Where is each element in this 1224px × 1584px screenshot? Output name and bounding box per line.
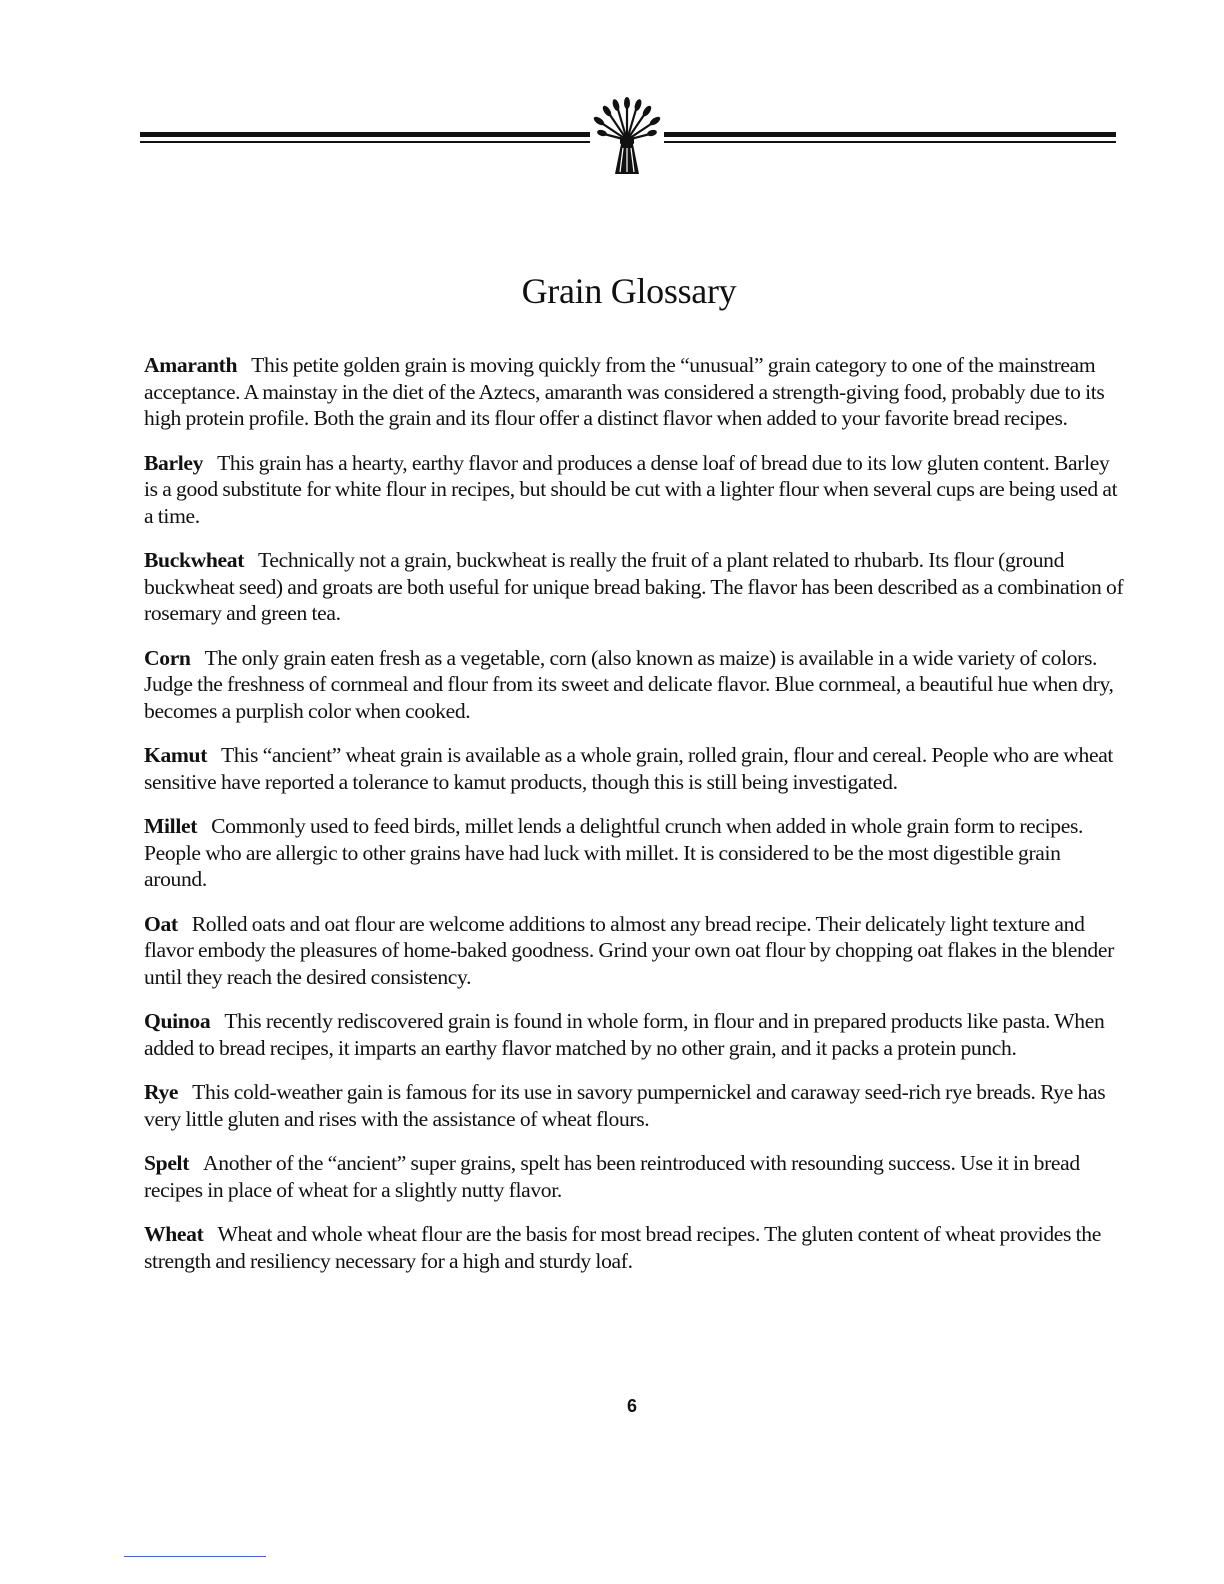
glossary-list [144,352,1124,1292]
glossary-definition: This “ancient” wheat grain is available as a whole grain, rolled grain, flour and cereal. People who are wheat sensitive have reported a tolerance to kamut products, though this is still being investigated. [144,743,1114,794]
rule-right-thin [664,141,1116,143]
glossary-term: Millet [144,814,198,838]
glossary-definition: This petite golden grain is moving quickly from the “unusual” grain category to one of the mainstream acceptance. A mainstay in the diet of the Aztecs, amaranth was considered a strength-giving food, probably due to its high protein profile. Both the grain and its flour offer a distinct flavor when added to your favorite bread recipes. [144,353,1105,430]
glossary-definition: Technically not a grain, buckwheat is really the fruit of a plant related to rhubarb. Its flour (ground buckwheat seed) and groats are both useful for unique bread baking. The flavor has been described as a combination of rosemary and green tea. [144,548,1124,625]
glossary-term: Quinoa [144,1009,211,1033]
glossary-entry-buckwheat [144,547,1124,627]
glossary-definition: This recently rediscovered grain is found in whole form, in flour and in prepared products like pasta. When added to bread recipes, it imparts an earthy flavor matched by no other grain, and it packs a protein punch. [144,1009,1105,1060]
glossary-definition: Rolled oats and oat flour are welcome additions to almost any bread recipe. Their delicately light texture and flavor embody the pleasures of home-baked goodness. Grind your own oat flour by chopping oat flakes in the blender until they reach the desired consistency. [144,911,1114,989]
rule-left-thick [140,132,590,137]
glossary-entry-kamut [144,742,1124,795]
glossary-entry-wheat [144,1221,1124,1274]
glossary-definition: Commonly used to feed birds, millet lends a delightful crunch when added in whole grain form to recipes. People who are allergic to other grains have had luck with millet. It is considered to be the most digestible grain around. [144,814,1084,891]
glossary-definition: The only grain eaten fresh as a vegetable, corn (also known as maize) is available in a wide variety of colors. Judge the freshness of cornmeal and flour from its sweet and delicate flavor. Blue cornmeal, a beautiful hue when dry, becomes a purplish color when cooked. [144,645,1114,723]
glossary-term: Kamut [144,743,208,767]
page-number: 6 [626,1396,637,1416]
glossary-term: Spelt [144,1151,190,1175]
glossary-entry-quinoa [144,1008,1124,1061]
glossary-entry-amaranth [144,352,1124,432]
glossary-term: Rye [144,1080,179,1104]
header-rule [140,130,1116,160]
page-title: Grain Glossary [521,271,737,311]
glossary-term: Corn [144,645,191,670]
glossary-entry-oat [144,911,1124,991]
glossary-term: Barley [144,450,204,475]
glossary-entry-millet [144,813,1124,893]
glossary-definition: This cold-weather gain is famous for its use in savory pumpernickel and caraway seed-rich rye breads. Rye has very little gluten and rises with the assistance of wheat flours. [144,1080,1106,1131]
glossary-entry-corn [144,645,1124,725]
rule-right-thick [664,132,1116,137]
rule-left-thin [140,141,590,143]
glossary-definition: This grain has a hearty, earthy flavor and produces a dense loaf of bread due to its low gluten content. Barley is a good substitute for white flour in recipes, but should be cut with a lighter flour when several cups are being used at a time. [144,450,1118,528]
footer-divider [124,1556,266,1557]
glossary-definition: Wheat and whole wheat flour are the basis for most bread recipes. The gluten content of wheat provides the strength and resiliency necessary for a high and sturdy loaf. [144,1222,1101,1273]
wheat-sheaf-icon [590,96,664,176]
glossary-entry-rye [144,1079,1124,1132]
glossary-term: Oat [144,911,178,936]
glossary-term: Wheat [144,1222,204,1246]
glossary-definition: Another of the “ancient” super grains, spelt has been reintroduced with resounding success. Use it in bread recipes in place of wheat for a slightly nutty flavor. [144,1151,1080,1202]
glossary-term: Buckwheat [144,548,245,572]
glossary-term: Amaranth [144,353,238,377]
glossary-entry-spelt [144,1150,1124,1203]
glossary-entry-barley [144,450,1124,530]
